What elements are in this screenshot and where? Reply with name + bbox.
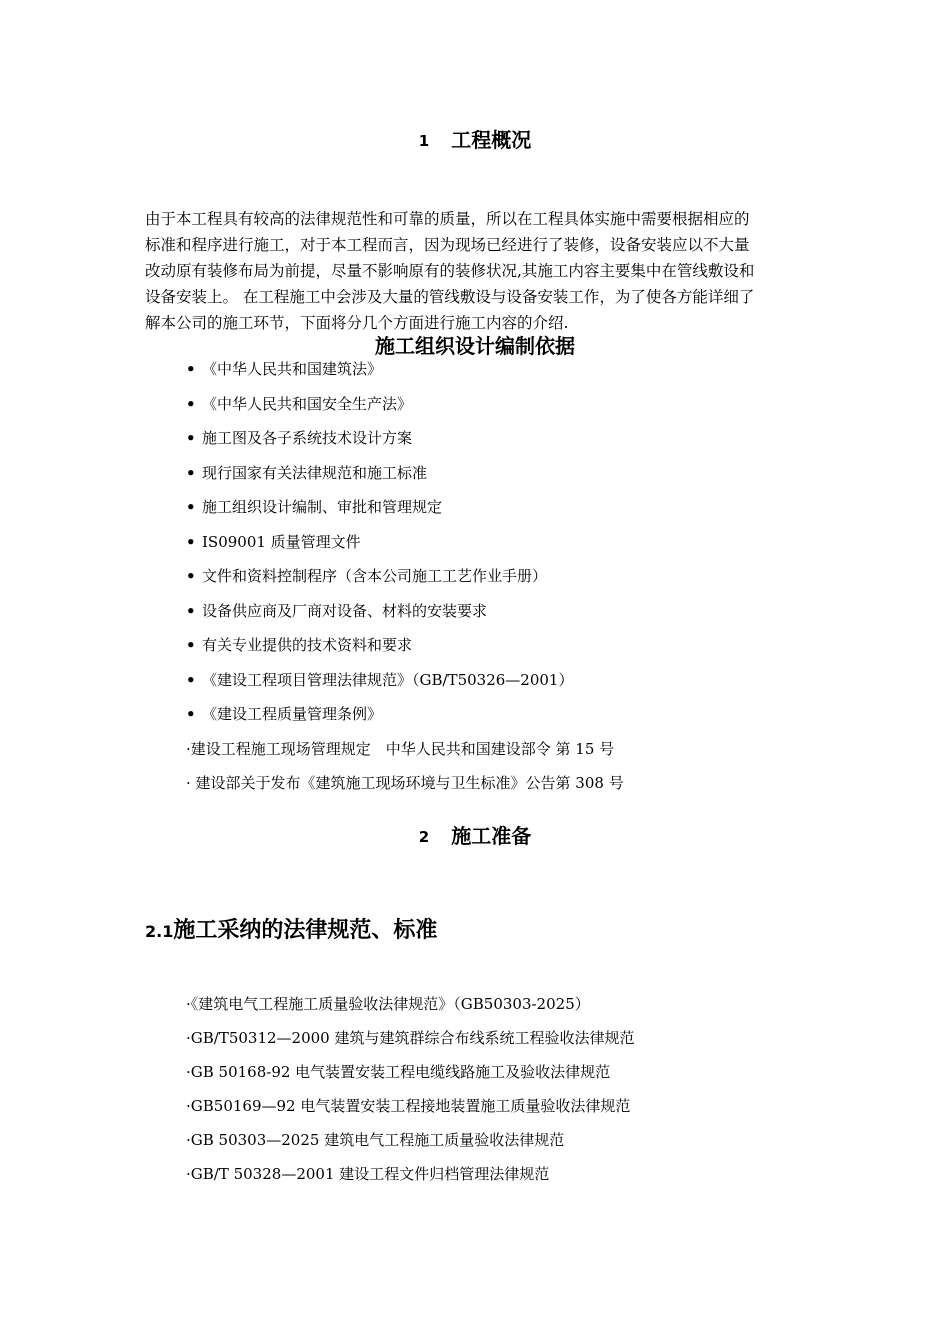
section-2-1-title: 施工采纳的法律规范、标准 (173, 918, 438, 943)
standard-item: ·GB/T 50328—2001 建设工程文件归档管理法律规范 (186, 1165, 550, 1183)
bullet: • (186, 532, 196, 551)
bullet: • (186, 394, 196, 413)
standard-item: ·GB 50303—2025 建筑电气工程施工质量验收法律规范 (186, 1131, 565, 1149)
basis-item (186, 564, 624, 599)
bullet: • (186, 429, 196, 447)
basis-item-text: 设备供应商及厂商对设备、材料的安装要求 (202, 601, 488, 620)
basis-list (186, 357, 624, 806)
bullet: • (186, 360, 196, 378)
basis-item-text: · 建设部关于发布《建筑施工现场环境与卫生标准》公告第 308 号 (186, 774, 624, 792)
intro-paragraph (145, 206, 810, 336)
basis-item (186, 633, 624, 668)
basis-item-text: ·建设工程施工现场管理规定 中华人民共和国建设部令 第 15 号 (186, 739, 615, 758)
basis-item (186, 357, 624, 392)
basis-item (186, 426, 624, 461)
basis-item-text: 现行国家有关法律规范和施工标准 (202, 463, 428, 482)
basis-item (186, 461, 624, 496)
intro-line: 设备安装上。 在工程施工中会涉及大量的管线敷设与设备安装工作，为了使各方能详细了 (145, 288, 755, 306)
bullet: • (186, 670, 196, 689)
bullet: • (186, 463, 196, 482)
bullet: • (186, 601, 196, 620)
standard-item: ·GB/T50312—2000 建筑与建筑群综合布线系统工程验收法律规范 (186, 1029, 635, 1047)
basis-item (186, 771, 624, 806)
bullet: • (186, 567, 196, 585)
section-2-1-heading (145, 913, 437, 944)
bullet: • (186, 705, 196, 723)
bullet: • (186, 498, 196, 516)
basis-item (186, 599, 624, 634)
section-1-heading (0, 124, 950, 153)
basis-item-text: IS09001 质量管理文件 (202, 532, 361, 551)
standards-list (186, 992, 635, 1196)
basis-item-text: 《建设工程质量管理条例》 (202, 705, 383, 723)
standard-item: ·GB 50168-92 电气装置安装工程电缆线路施工及验收法律规范 (186, 1063, 611, 1081)
basis-item (186, 668, 624, 703)
basis-item (186, 392, 624, 427)
intro-line: 解本公司的施工环节，下面将分几个方面进行施工内容的介绍. (145, 314, 569, 332)
standard-item: ·《建筑电气工程施工质量验收法律规范》（GB50303-2025） (186, 995, 590, 1013)
section-2-1-number: 2.1 (145, 922, 174, 941)
basis-item-text: 有关专业提供的技术资料和要求 (202, 636, 413, 654)
bullet: • (186, 636, 196, 654)
section-1-number: 1 (418, 132, 430, 150)
intro-line: 标准和程序进行施工，对于本工程而言，因为现场已经进行了装修，设备安装应以不大量 (145, 236, 750, 254)
standard-item: ·GB50169—92 电气装置安装工程接地装置施工质量验收法律规范 (186, 1097, 631, 1115)
basis-item (186, 702, 624, 737)
basis-item-text: 施工组织设计编制、审批和管理规定 (202, 498, 443, 516)
section-2-title: 施工准备 (451, 824, 532, 848)
basis-item-text: 《中华人民共和国安全生产法》 (202, 394, 413, 413)
basis-item (186, 737, 624, 772)
basis-heading: 施工组织设计编制依据 (375, 334, 575, 358)
basis-item-text: 施工图及各子系统技术设计方案 (202, 429, 413, 447)
basis-item-text: 文件和资料控制程序（含本公司施工工艺作业手册） (202, 567, 548, 585)
basis-item (186, 530, 624, 565)
basis-item-text: 《建设工程项目管理法律规范》（GB/T50326—2001） (202, 670, 574, 689)
intro-line: 由于本工程具有较高的法律规范性和可靠的质量，所以在工程具体实施中需要根据相应的 (145, 210, 750, 228)
basis-item-text: 《中华人民共和国建筑法》 (202, 360, 383, 378)
section-2-number: 2 (418, 828, 430, 846)
section-2-heading (0, 820, 950, 849)
intro-line: 改动原有装修布局为前提，尽量不影响原有的装修状况,其施工内容主要集中在管线敷设和 (145, 262, 755, 280)
basis-item (186, 495, 624, 530)
section-1-title: 工程概况 (451, 128, 532, 152)
